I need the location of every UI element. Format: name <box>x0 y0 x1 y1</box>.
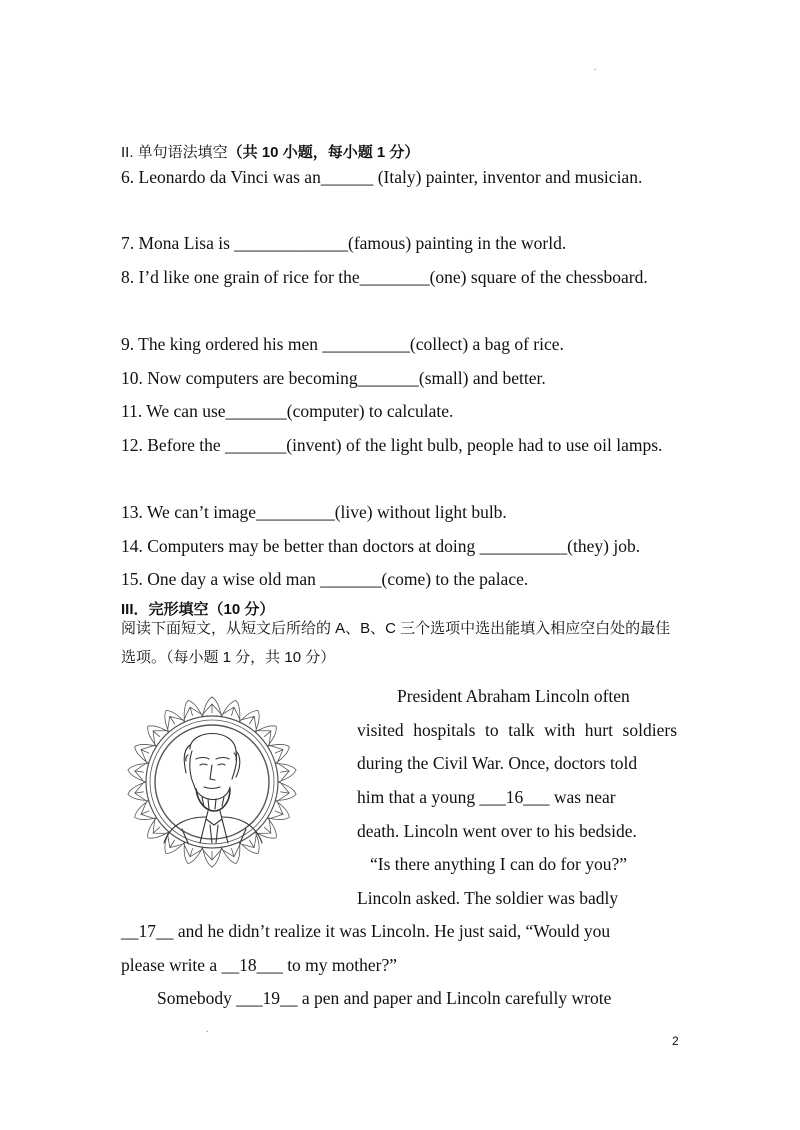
question-14: 14. Computers may be better than doctors at doing __________(they) job. <box>121 536 641 556</box>
question-7: 7. Mona Lisa is _____________(famous) painting in the world. <box>121 233 567 253</box>
question-11: 11. We can use_______(computer) to calculate. <box>121 401 454 421</box>
question-12: 12. Before the _______(invent) of the light bulb, people had to use oil lamps. <box>121 435 663 455</box>
passage-line-1: President Abraham Lincoln often <box>397 686 630 706</box>
passage-line-2: visited hospitals to talk with hurt soldiers <box>357 720 677 740</box>
lincoln-portrait-illustration <box>126 693 298 871</box>
passage-line-6: “Is there anything I can do for you?” <box>370 854 628 874</box>
question-10: 10. Now computers are becoming_______(small) and better. <box>121 368 546 388</box>
scan-dot: . <box>206 1024 209 1035</box>
passage-line-8: __17__ and he didn’t realize it was Lincoln. He just said, “Would you <box>121 921 611 941</box>
section-3-title: III．完形填空（10 分） <box>121 601 275 618</box>
question-9: 9. The king ordered his men __________(collect) a bag of rice. <box>121 334 564 354</box>
passage-line-5: death. Lincoln went over to his bedside. <box>357 821 637 841</box>
question-8: 8. I’d like one grain of rice for the________(one) square of the chessboard. <box>121 267 648 287</box>
passage-line-7: Lincoln asked. The soldier was badly <box>357 888 619 908</box>
passage-line-10: Somebody ___19__ a pen and paper and Lincoln carefully wrote <box>157 988 612 1008</box>
scan-dot: . <box>594 62 597 73</box>
passage-line-3: during the Civil War. Once, doctors told <box>357 753 638 773</box>
passage-line-9: please write a __18___ to my mother?” <box>121 955 398 975</box>
passage-line-4: him that a young ___16___ was near <box>357 787 616 807</box>
section-2-title: II. 单句语法填空（共 10 小题，每小题 1 分） <box>121 144 420 161</box>
question-13: 13. We can’t image_________(live) without light bulb. <box>121 502 507 522</box>
question-6: 6. Leonardo da Vinci was an______ (Italy) painter, inventor and musician. <box>121 167 643 187</box>
question-15: 15. One day a wise old man _______(come) to the palace. <box>121 569 529 589</box>
section-3-instructions: 阅读下面短文，从短文后所给的 A、B、C 三个选项中选出能填入相应空白处的最佳选项。（每小题 1 分，共 10 分） <box>121 620 671 666</box>
page-number: 2 <box>672 1034 679 1048</box>
